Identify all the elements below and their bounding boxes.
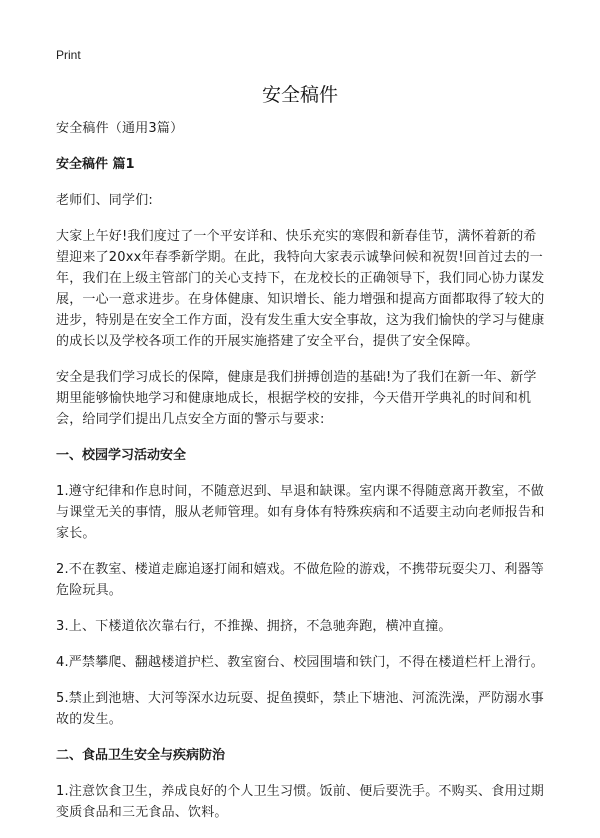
list-item: 3.上、下楼道依次靠右行，不推操、拥挤，不急驰奔跑，横冲直撞。 [56,619,452,634]
document-body [56,118,548,838]
section-title: 安全稿件 篇1 [56,157,135,172]
list-item: 1.遵守纪律和作息时间，不随意迟到、早退和缺课。室内课不得随意离开教室，不做与课堂无关的事情，服从老师管理。如有身体有特殊疾病和不适要主动向老师报告和家长。 [56,484,545,541]
print-label: Print [56,48,81,62]
heading-campus-safety: 一、校园学习活动安全 [56,448,187,463]
list-item: 2.不在教室、楼道走廊追逐打闹和嬉戏。不做危险的游戏，不携带玩耍尖刀、利器等危险玩具。 [56,562,545,598]
list-item: 5.禁止到池塘、大河等深水边玩耍、捉鱼摸虾，禁止下塘池、河流洗澡，严防溺水事故的发生。 [56,691,545,727]
document-subtitle: 安全稿件（通用3篇） [56,121,184,136]
list-item: 4.严禁攀爬、翻越楼道护栏、教室窗台、校园围墙和铁门，不得在楼道栏杆上滑行。 [56,655,545,670]
paragraph-intro: 大家上午好!我们度过了一个平安详和、快乐充实的寒假和新春佳节，满怀着新的希望迎来了20xx年春季新学期。在此，我特向大家表示诚挚问候和祝贺!回首过去的一年，我们在上级主管部门的关心支持下，在龙校长的正确领导下，我们同心协力谋发展，一心一意求进步。在身体健康、知识增长、能力增强和提高方面都取得了较大的进步，特别是在安全工作方面，没有发生重大安全事故，这为我们愉快的学习与健康的成长以及学校各项工作的开展实施搭建了安全平台，提供了安全保障。 [56,229,545,349]
heading-food-safety: 二、食品卫生安全与疾病防治 [56,748,226,763]
paragraph-safety: 安全是我们学习成长的保障，健康是我们拼搏创造的基础!为了我们在新一年、新学期里能够愉快地学习和健康地成长，根据学校的安排，今天借开学典礼的时间和机会，给同学们提出几点安全方面的警示与要求: [56,370,537,427]
document-title: 安全稿件 [261,84,338,106]
list-item: 1.注意饮食卫生，养成良好的个人卫生习惯。饭前、便后要洗手。不购买、食用过期变质食品和三无食品、饮料。 [56,784,545,820]
greeting: 老师们、同学们: [56,193,153,208]
